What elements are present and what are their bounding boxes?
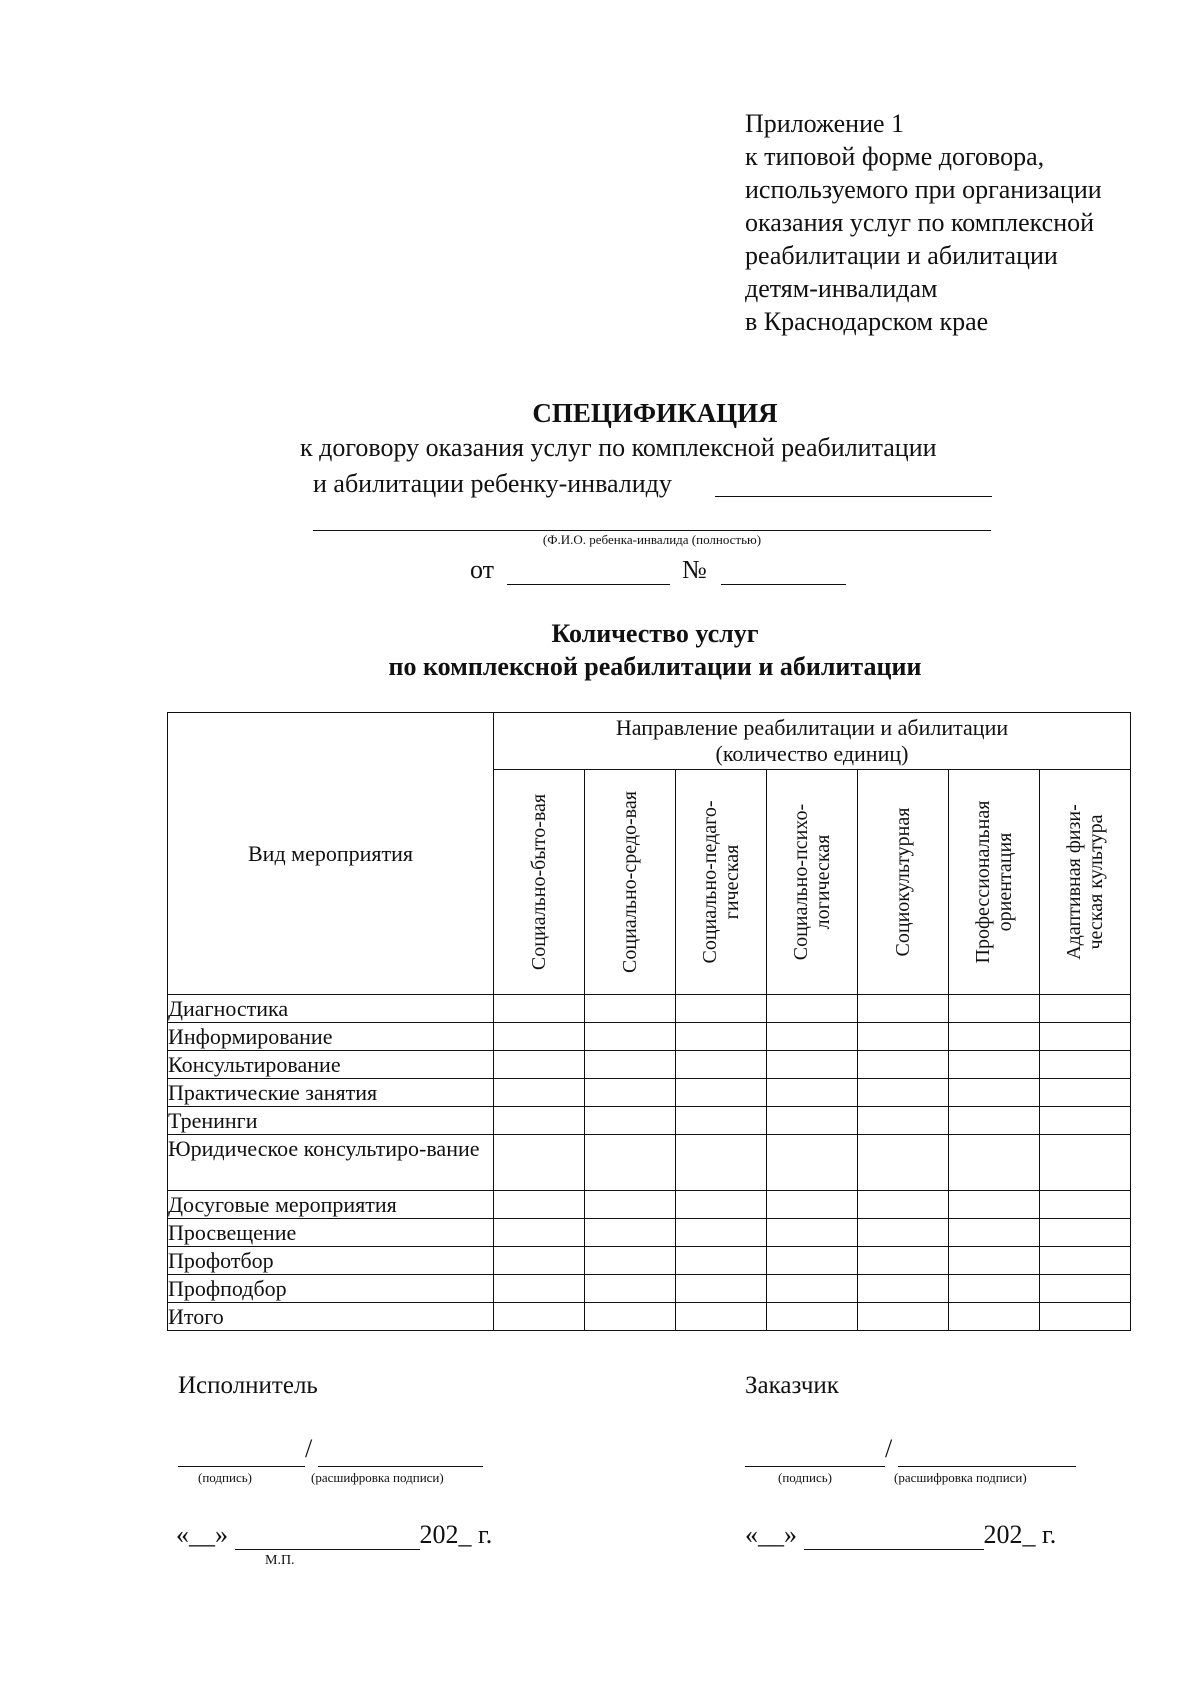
table-cell[interactable] (949, 1079, 1040, 1107)
executor-signature-field[interactable] (178, 1466, 305, 1467)
table-cell[interactable] (858, 1247, 949, 1275)
executor-signature-decode-field[interactable] (318, 1466, 483, 1467)
contract-date-field[interactable] (507, 558, 670, 585)
table-cell[interactable] (585, 1051, 676, 1079)
table-cell[interactable] (949, 1023, 1040, 1051)
table-row (168, 1051, 1131, 1079)
table-row (168, 995, 1131, 1023)
table-cell[interactable] (494, 1135, 585, 1191)
table-cell[interactable] (585, 995, 676, 1023)
table-cell[interactable] (676, 1023, 767, 1051)
appendix-line: используемого при организации (745, 175, 1102, 204)
table-cell[interactable] (1040, 1051, 1131, 1079)
table-cell[interactable] (1040, 1219, 1131, 1247)
table-cell[interactable] (949, 1107, 1040, 1135)
table-cell[interactable] (676, 1135, 767, 1191)
row-label: Профподбор (168, 1275, 494, 1303)
signature-caption: (подпись) (198, 1470, 252, 1485)
appendix-note (745, 107, 1102, 338)
table-cell[interactable] (494, 1303, 585, 1331)
appendix-line: Приложение 1 (745, 109, 905, 138)
table-cell[interactable] (767, 1023, 858, 1051)
executor-label: Исполнитель (178, 1372, 318, 1399)
table-cell[interactable] (676, 1303, 767, 1331)
total-label: Итого (168, 1303, 494, 1331)
table-row (168, 1191, 1131, 1219)
table-cell[interactable] (494, 1107, 585, 1135)
section-heading-line1: Количество услуг (551, 619, 759, 648)
table-row (168, 1023, 1131, 1051)
table-cell[interactable] (1040, 1275, 1131, 1303)
column-header (949, 770, 1040, 995)
table-total-row (168, 1303, 1131, 1331)
column-header (1040, 770, 1131, 995)
fio-caption: (Ф.И.О. ребенка-инвалида (полностью) (542, 532, 762, 547)
row-label: Информирование (168, 1023, 494, 1051)
table-cell[interactable] (676, 1107, 767, 1135)
table-cell[interactable] (585, 1219, 676, 1247)
stamp-label: М.П. (265, 1553, 295, 1568)
table-cell[interactable] (494, 1247, 585, 1275)
table-cell[interactable] (585, 1107, 676, 1135)
column-header-label: Социально-быто-вая (528, 793, 550, 971)
column-header (767, 770, 858, 995)
table-cell[interactable] (949, 1219, 1040, 1247)
table-cell[interactable] (676, 1247, 767, 1275)
table-cell[interactable] (858, 1191, 949, 1219)
table-cell[interactable] (858, 1051, 949, 1079)
contract-number-field[interactable] (721, 558, 846, 585)
executor-date-row (176, 1520, 492, 1550)
table-cell[interactable] (494, 1051, 585, 1079)
table-cell[interactable] (585, 1135, 676, 1191)
date-day: «__» (176, 1520, 228, 1549)
row-label: Консультирование (168, 1051, 494, 1079)
column-header-label: Социокультурная (892, 807, 914, 957)
table-cell[interactable] (585, 1303, 676, 1331)
table-cell[interactable] (676, 1079, 767, 1107)
row-label: Просвещение (168, 1219, 494, 1247)
table-cell[interactable] (494, 1023, 585, 1051)
table-cell[interactable] (585, 1191, 676, 1219)
customer-signature-decode-field[interactable] (898, 1466, 1076, 1467)
table-cell[interactable] (949, 1051, 1040, 1079)
spec-subtitle-line2: и абилитации ребенку-инвалиду (313, 469, 672, 498)
direction-header-line2: (количество единиц) (715, 741, 909, 766)
table-cell[interactable] (1040, 1191, 1131, 1219)
appendix-line: оказания услуг по комплексной (745, 208, 1095, 237)
table-cell[interactable] (494, 1219, 585, 1247)
table-cell[interactable] (767, 1275, 858, 1303)
signature-decode-caption: (расшифровка подписи) (894, 1470, 1027, 1485)
table-row (168, 1079, 1131, 1107)
table-cell[interactable] (949, 995, 1040, 1023)
table-cell[interactable] (676, 1191, 767, 1219)
table-cell[interactable] (676, 1275, 767, 1303)
table-row (168, 1135, 1131, 1191)
table-cell[interactable] (858, 1219, 949, 1247)
table-cell[interactable] (858, 1135, 949, 1191)
table-cell[interactable] (676, 995, 767, 1023)
row-label: Юридическое консультиро-вание (168, 1135, 494, 1191)
table-cell[interactable] (767, 1191, 858, 1219)
table-cell[interactable] (1040, 1107, 1131, 1135)
table-cell[interactable] (858, 1275, 949, 1303)
appendix-line: в Краснодарском крае (745, 307, 989, 336)
table-cell[interactable] (767, 1135, 858, 1191)
table-cell[interactable] (585, 1247, 676, 1275)
from-label: от (470, 555, 495, 584)
table-cell[interactable] (767, 1051, 858, 1079)
column-header-label: Профессиональная ориентация (972, 800, 1016, 964)
table-cell[interactable] (1040, 1135, 1131, 1191)
table-cell[interactable] (858, 995, 949, 1023)
date-year: 202_ г. (419, 1520, 493, 1549)
table-cell[interactable] (767, 1107, 858, 1135)
column-header-label: Социально-педаго-гическая (699, 800, 743, 964)
customer-date-month-field[interactable] (804, 1525, 984, 1550)
table-cell[interactable] (494, 1275, 585, 1303)
table-cell[interactable] (949, 1247, 1040, 1275)
section-heading (0, 617, 1200, 683)
column-header (676, 770, 767, 995)
table-cell[interactable] (494, 995, 585, 1023)
document-title: СПЕЦИФИКАЦИЯ (532, 398, 778, 428)
customer-signature-field[interactable] (745, 1466, 885, 1467)
table-cell[interactable] (858, 1079, 949, 1107)
signature-slash: / (885, 1434, 893, 1463)
table-cell[interactable] (676, 1051, 767, 1079)
services-table (167, 712, 1131, 1331)
direction-header-line1: Направление реабилитации и абилитации (615, 715, 1009, 740)
table-row (168, 1275, 1131, 1303)
contract-date-number-row (470, 555, 846, 585)
table-cell[interactable] (1040, 995, 1131, 1023)
table-cell[interactable] (1040, 1247, 1131, 1275)
signature-slash: / (305, 1434, 313, 1463)
child-name-field[interactable] (715, 496, 992, 497)
table-cell[interactable] (585, 1275, 676, 1303)
table-cell[interactable] (949, 1135, 1040, 1191)
row-label: Тренинги (168, 1107, 494, 1135)
kind-header: Вид мероприятия (168, 713, 494, 995)
table-cell[interactable] (767, 1247, 858, 1275)
table-row (168, 1219, 1131, 1247)
date-day: «__» (745, 1520, 797, 1549)
table-cell[interactable] (767, 1079, 858, 1107)
column-header (494, 770, 585, 995)
column-header-label: Адаптивная физи-ческая культура (1063, 804, 1107, 960)
table-cell[interactable] (949, 1191, 1040, 1219)
child-name-field-continued[interactable] (313, 530, 991, 531)
table-cell[interactable] (1040, 1079, 1131, 1107)
table-cell[interactable] (1040, 1303, 1131, 1331)
table-cell[interactable] (949, 1303, 1040, 1331)
table-cell[interactable] (494, 1079, 585, 1107)
column-header (858, 770, 949, 995)
spec-subtitle-line1: к договору оказания услуг по комплексной реабилитации (300, 433, 937, 462)
row-label: Диагностика (168, 995, 494, 1023)
table-cell[interactable] (858, 1023, 949, 1051)
table-cell[interactable] (858, 1303, 949, 1331)
table-cell[interactable] (676, 1219, 767, 1247)
row-label: Практические занятия (168, 1079, 494, 1107)
row-label: Досуговые мероприятия (168, 1191, 494, 1219)
number-label: № (682, 555, 707, 584)
appendix-line: детям-инвалидам (745, 274, 938, 303)
table-cell[interactable] (949, 1275, 1040, 1303)
table-row (168, 1247, 1131, 1275)
table-cell[interactable] (1040, 1023, 1131, 1051)
row-label: Профотбор (168, 1247, 494, 1275)
table-row (168, 1107, 1131, 1135)
table-cell[interactable] (494, 1191, 585, 1219)
direction-header (494, 713, 1131, 770)
table-cell[interactable] (767, 995, 858, 1023)
table-cell[interactable] (858, 1107, 949, 1135)
signature-caption: (подпись) (778, 1470, 832, 1485)
column-header (585, 770, 676, 995)
table-cell[interactable] (767, 1303, 858, 1331)
date-year: 202_ г. (983, 1520, 1057, 1549)
appendix-line: к типовой форме договора, (745, 142, 1045, 171)
section-heading-line2: по комплексной реабилитации и абилитации (388, 652, 922, 681)
customer-label: Заказчик (745, 1372, 839, 1399)
table-cell[interactable] (585, 1023, 676, 1051)
column-header-label: Социально-психо-логическая (790, 803, 834, 961)
table-cell[interactable] (585, 1079, 676, 1107)
executor-date-month-field[interactable] (235, 1525, 420, 1550)
appendix-line: реабилитации и абилитации (745, 241, 1058, 270)
signature-decode-caption: (расшифровка подписи) (311, 1470, 444, 1485)
column-header-label: Социально-средо-вая (619, 791, 641, 973)
table-cell[interactable] (767, 1219, 858, 1247)
customer-date-row (745, 1520, 1056, 1550)
